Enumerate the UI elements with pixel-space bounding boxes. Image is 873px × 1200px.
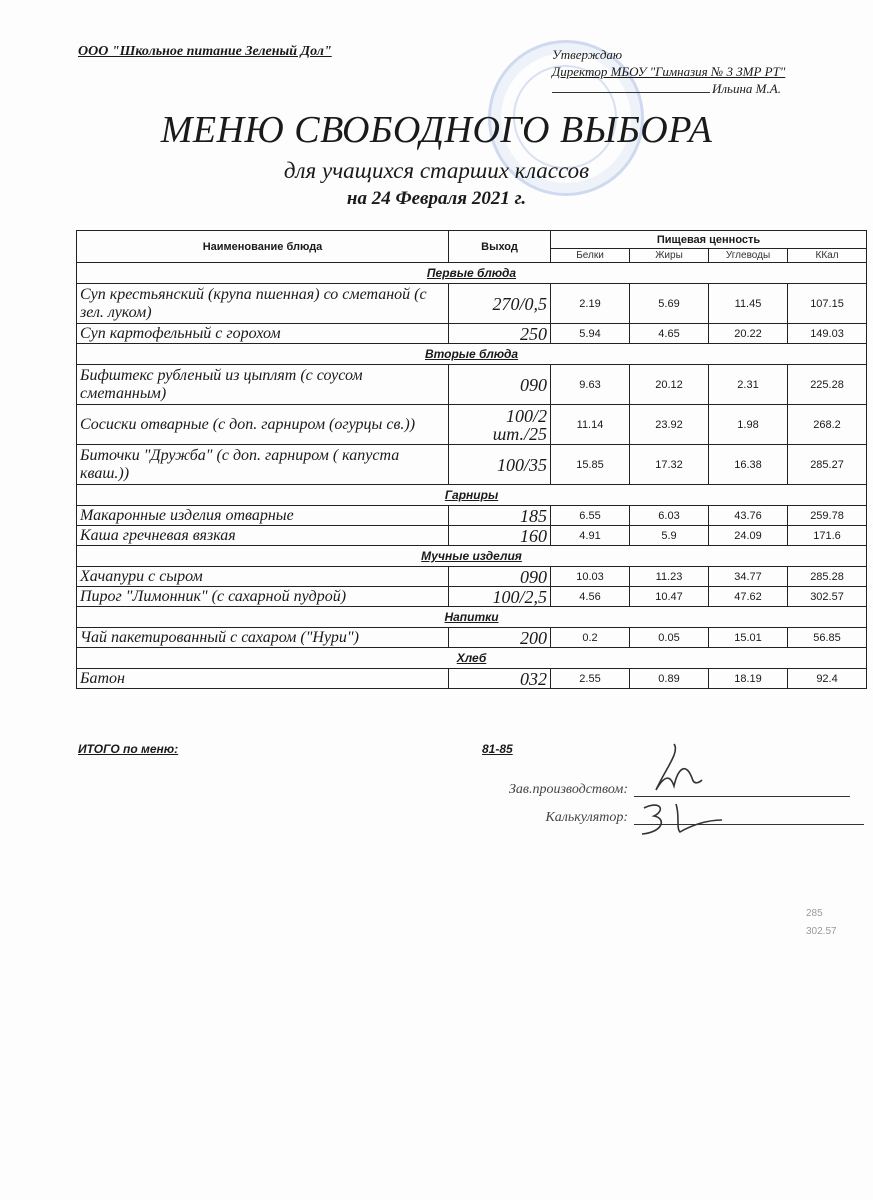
table-row — [77, 506, 867, 526]
dish-output: 100/35 — [449, 445, 551, 485]
dish-fat: 17.32 — [630, 445, 709, 485]
dish-name: Суп крестьянский (крупа пшенная) со сметаной (с зел. луком) — [77, 284, 449, 324]
header-output: Выход — [449, 231, 551, 263]
section-title: Напитки — [77, 607, 867, 628]
organization-name: ООО "Школьное питание Зеленый Дол" — [78, 44, 332, 59]
dish-output: 185 — [449, 506, 551, 526]
production-label: Зав.производством: — [508, 782, 628, 797]
section-row — [77, 648, 867, 669]
section-title: Гарниры — [77, 485, 867, 506]
dish-kcal: 225.28 — [788, 365, 867, 405]
table-row — [77, 365, 867, 405]
header-fat: Жиры — [630, 249, 709, 263]
production-signature — [646, 738, 706, 800]
dish-fat: 10.47 — [630, 587, 709, 607]
dish-fat: 0.89 — [630, 669, 709, 689]
dish-name: Сосиски отварные (с доп. гарниром (огурцы св.)) — [77, 405, 449, 445]
director-title: Директор МБОУ "Гимназия № 3 ЗМР РТ" — [552, 64, 786, 79]
header-protein: Белки — [551, 249, 630, 263]
dish-carbs: 43.76 — [709, 506, 788, 526]
dish-carbs: 24.09 — [709, 526, 788, 546]
dish-name: Макаронные изделия отварные — [77, 506, 449, 526]
dish-output: 090 — [449, 567, 551, 587]
director-name: Ильина М.А. — [712, 81, 781, 96]
table-row — [77, 284, 867, 324]
approve-word: Утверждаю — [552, 47, 623, 62]
table-row — [77, 587, 867, 607]
dish-protein: 15.85 — [551, 445, 630, 485]
dish-kcal: 171.6 — [788, 526, 867, 546]
dish-fat: 11.23 — [630, 567, 709, 587]
table-row — [77, 628, 867, 648]
dish-protein: 5.94 — [551, 324, 630, 344]
menu-table — [76, 230, 867, 689]
dish-output: 270/0,5 — [449, 284, 551, 324]
table-row — [77, 567, 867, 587]
section-title: Вторые блюда — [77, 344, 867, 365]
dish-kcal: 107.15 — [788, 284, 867, 324]
dish-output: 200 — [449, 628, 551, 648]
table-row — [77, 526, 867, 546]
page-title: МЕНЮ СВОБОДНОГО ВЫБОРА — [160, 109, 713, 151]
section-row — [77, 263, 867, 284]
total-label: ИТОГО по меню: — [78, 742, 179, 756]
dish-carbs: 2.31 — [709, 365, 788, 405]
dish-name: Хачапури с сыром — [77, 567, 449, 587]
dish-protein: 2.19 — [551, 284, 630, 324]
dish-output: 160 — [449, 526, 551, 546]
dish-kcal: 268.2 — [788, 405, 867, 445]
section-title: Хлеб — [77, 648, 867, 669]
director-signature-row — [552, 80, 785, 97]
dish-output: 250 — [449, 324, 551, 344]
calculator-signature — [636, 796, 726, 840]
ghost-mark-a: 285 — [806, 908, 823, 919]
dish-name: Чай пакетированный с сахаром ("Нури") — [77, 628, 449, 648]
header-nutrition: Пищевая ценность — [551, 231, 867, 249]
dish-name: Биточки "Дружба" (с доп. гарниром ( капуста кваш.)) — [77, 445, 449, 485]
dish-kcal: 259.78 — [788, 506, 867, 526]
section-row — [77, 344, 867, 365]
dish-output: 100/2 шт./25 — [449, 405, 551, 445]
dish-carbs: 47.62 — [709, 587, 788, 607]
dish-protein: 9.63 — [551, 365, 630, 405]
dish-fat: 20.12 — [630, 365, 709, 405]
dish-fat: 23.92 — [630, 405, 709, 445]
dish-protein: 2.55 — [551, 669, 630, 689]
dish-carbs: 20.22 — [709, 324, 788, 344]
menu-table-body — [77, 263, 867, 689]
dish-fat: 5.9 — [630, 526, 709, 546]
calculator-label: Калькулятор: — [545, 810, 628, 825]
dish-carbs: 16.38 — [709, 445, 788, 485]
ghost-mark-b: 302.57 — [806, 926, 837, 937]
dish-protein: 4.56 — [551, 587, 630, 607]
dish-protein: 11.14 — [551, 405, 630, 445]
director-signature-line — [552, 92, 710, 93]
dish-name: Суп картофельный с горохом — [77, 324, 449, 344]
dish-fat: 4.65 — [630, 324, 709, 344]
dish-fat: 5.69 — [630, 284, 709, 324]
dish-carbs: 11.45 — [709, 284, 788, 324]
section-title: Мучные изделия — [77, 546, 867, 567]
total-value: 81-85 — [482, 742, 513, 756]
section-row — [77, 607, 867, 628]
dish-output: 090 — [449, 365, 551, 405]
dish-name: Бифштекс рубленый из цыплят (с соусом сметанным) — [77, 365, 449, 405]
dish-protein: 4.91 — [551, 526, 630, 546]
dish-kcal: 92.4 — [788, 669, 867, 689]
dish-carbs: 15.01 — [709, 628, 788, 648]
dish-carbs: 1.98 — [709, 405, 788, 445]
table-row — [77, 669, 867, 689]
dish-kcal: 285.27 — [788, 445, 867, 485]
dish-kcal: 149.03 — [788, 324, 867, 344]
dish-name: Пирог "Лимонник" (с сахарной пудрой) — [77, 587, 449, 607]
approval-block — [552, 46, 785, 97]
table-row — [77, 405, 867, 445]
dish-carbs: 34.77 — [709, 567, 788, 587]
dish-output: 100/2,5 — [449, 587, 551, 607]
section-row — [77, 485, 867, 506]
table-row — [77, 324, 867, 344]
menu-date: на 24 Февраля 2021 г. — [346, 188, 527, 209]
dish-kcal: 56.85 — [788, 628, 867, 648]
table-row — [77, 445, 867, 485]
dish-carbs: 18.19 — [709, 669, 788, 689]
dish-protein: 10.03 — [551, 567, 630, 587]
header-kcal: ККал — [788, 249, 867, 263]
section-title: Первые блюда — [77, 263, 867, 284]
dish-protein: 0.2 — [551, 628, 630, 648]
dish-output: 032 — [449, 669, 551, 689]
header-name: Наименование блюда — [77, 231, 449, 263]
section-row — [77, 546, 867, 567]
header-carbs: Углеводы — [709, 249, 788, 263]
dish-name: Батон — [77, 669, 449, 689]
dish-kcal: 302.57 — [788, 587, 867, 607]
dish-kcal: 285.28 — [788, 567, 867, 587]
dish-fat: 6.03 — [630, 506, 709, 526]
dish-fat: 0.05 — [630, 628, 709, 648]
dish-name: Каша гречневая вязкая — [77, 526, 449, 546]
dish-protein: 6.55 — [551, 506, 630, 526]
page-subtitle: для учащихся старших классов — [283, 158, 590, 183]
